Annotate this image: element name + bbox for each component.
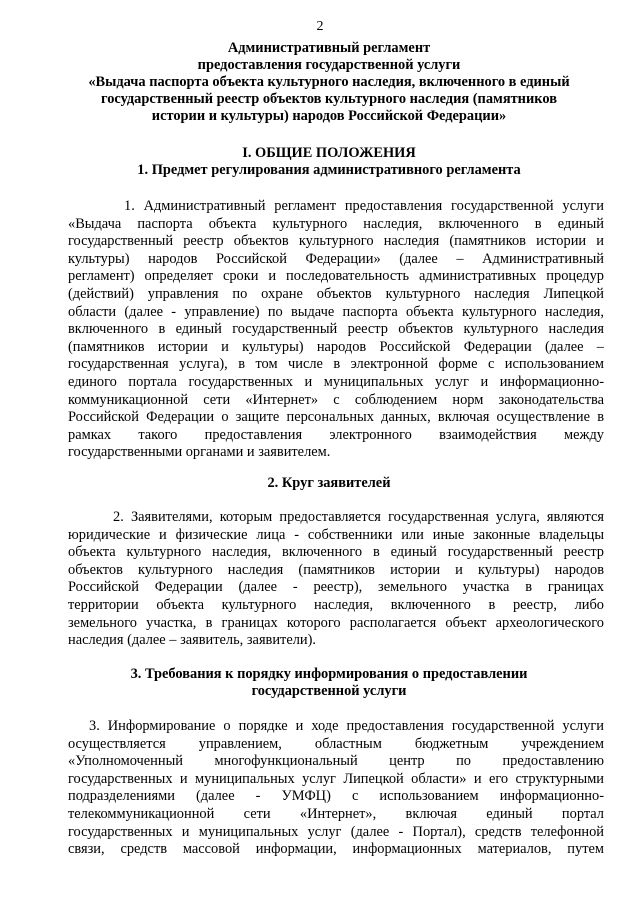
text-line: области (далее - управление) по выдаче паспорта объекта культурного наследия, [68,303,604,320]
text-line: включенного в единый государственный реестр объектов культурного наследия [68,321,604,338]
text-line: 1. Административный регламент предоставления государственной услуги [124,198,604,214]
text-line: «Выдача паспорта объекта культурного наследия, включенного в единый [68,215,604,232]
title-line: истории и культуры) народов Российской Федерации» [151,108,507,124]
text-line: государственных и муниципальных услуг Липецкой области» и его структурными [68,770,604,787]
text-line: государственный реестр объектов культурного наследия (памятников истории и [68,233,604,250]
title-line: «Выдача паспорта объекта культурного наследия, включенного в единый [88,74,570,90]
text-line: регламент) определяет сроки и последовательность административных процедур [68,268,604,285]
text-line: коммуникационной сети «Интернет» с соблюдением норм законодательства [68,391,604,408]
text-line: (памятников истории и культуры) народов Российской Федерации (далее – [68,338,604,355]
text-line: государственная услуга), в том числе в электронной форме с использованием [68,356,604,373]
paragraph-subject [68,198,604,462]
text-line: объекта культурного наследия, включенного в единый государственный реестр [68,544,604,561]
text-line: Российской Федерации (далее - реестр), земельного участка в границах [68,579,604,596]
title-line: Административный регламент [227,40,431,56]
page-number: 2 [316,19,324,34]
text-line: связи, средств массовой информации, информационных материалов, путем [68,841,604,858]
subsection-heading-subject: 1. Предмет регулирования административного регламента [137,162,521,178]
section-heading: I. ОБЩИЕ ПОЛОЖЕНИЯ [242,145,416,161]
heading-line: государственной услуги [251,683,407,699]
text-line: Российской Федерации о защите персональных данных, включая осуществление в [68,409,604,426]
subsection-heading-informing [64,666,594,700]
heading-line: 3. Требования к порядку информирования о предоставлении [130,666,528,682]
text-line: земельного участка, в границах которого располагается объект археологического [68,614,604,631]
text-line: территории объекта культурного наследия, включенного в реестр, либо [68,596,604,613]
paragraph-informing [68,718,604,859]
text-line: рамках такого предоставления электронного взаимодействия между [68,426,604,443]
text-line: 3. Информирование о порядке и ходе предоставления государственной услуги [89,718,604,734]
text-line: государственными органами и заявителем. [68,444,331,461]
text-line: государственных и муниципальных услуг (далее - Портал), средств телефонной [68,823,604,840]
document-title [64,40,594,125]
text-line: телекоммуникационной сети «Интернет», включая единый портал [68,805,604,822]
title-line: предоставления государственной услуги [197,57,461,73]
text-line: осуществляется управлением, областным бюджетным учреждением [68,735,604,752]
text-line: юридические и физические лица - собственники или иные законные владельцы [68,526,604,543]
text-line: культуры) народов Российской Федерации» (далее – Административный [68,250,604,267]
title-line: государственный реестр объектов культурного наследия (памятников [101,91,557,107]
paragraph-applicants [68,509,604,650]
text-line: (действий) управления по охране объектов культурного наследия Липецкой [68,285,604,302]
subsection-heading-applicants: 2. Круг заявителей [267,475,391,491]
text-line: «Уполномоченный многофункциональный центр по предоставлению [68,753,604,770]
text-line: объектов культурного наследия (памятников истории и культуры) народов [68,561,604,578]
text-line: 2. Заявителями, которым предоставляется государственная услуга, являются [113,509,604,525]
text-line: подразделениями (далее - УМФЦ) с использованием информационно- [68,788,604,805]
text-line: единого портала государственных и муниципальных услуг и информационно- [68,373,604,390]
text-line: наследия (далее – заявитель, заявители). [68,632,317,649]
